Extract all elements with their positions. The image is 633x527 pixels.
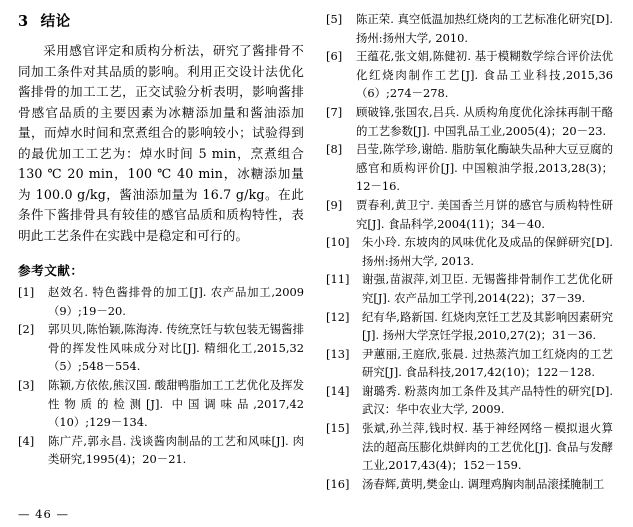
list-item xyxy=(18,283,304,320)
reference-text: 谢璐秀. 粉蒸肉加工条件及其产品特性的研究[D]. 武汉：华中农业大学, 2009. xyxy=(362,383,613,417)
list-item xyxy=(326,270,613,307)
section-title: 结论 xyxy=(40,13,71,30)
reference-text: 贾春利,黄卫宁. 美国香兰月饼的感官与质构特性研究[J]. 食品科学,2004(11)；34－40. xyxy=(356,197,613,231)
reference-text: 尹蕙丽,王庭欣,张晨. 过热蒸汽加工红烧肉的工艺研究[J]. 食品科技,2017,42(10)；122－128. xyxy=(362,346,613,380)
reference-text: 吕莹,陈学珍,谢皓. 脂肪氧化酶缺失品种大豆豆腐的感官和质构评价[J]. 中国粮油学报,2013,28(3)；12－16. xyxy=(356,142,613,194)
reference-number: [6] xyxy=(326,49,343,64)
reference-number: [9] xyxy=(326,197,343,212)
list-item xyxy=(326,308,613,345)
list-item xyxy=(326,475,613,494)
references-heading: 参考文献： xyxy=(18,263,84,278)
reference-text: 陈广芹,郭永昌. 浅谈酱肉制品的工艺和风味[J]. 肉类研究,1995(4)；20－21. xyxy=(48,433,304,467)
reference-number: [2] xyxy=(18,322,35,337)
list-item xyxy=(326,47,613,103)
reference-text: 陈正荣. 真空低温加热红烧肉的工艺标准化研究[D]. 扬州:扬州大学, 2010. xyxy=(356,12,613,45)
reference-number: [14] xyxy=(326,383,350,398)
list-item xyxy=(326,103,613,140)
reference-text: 朱小玲. 东坡肉的风味优化及成品的保鲜研究[D]. 扬州:扬州大学, 2013. xyxy=(362,235,613,268)
reference-number: [4] xyxy=(18,433,35,448)
reference-number: [12] xyxy=(326,309,350,324)
section-number: 3 xyxy=(18,13,29,30)
reference-number: [5] xyxy=(326,12,343,26)
list-item xyxy=(326,419,613,475)
reference-text: 赵效名. 特色酱排骨的加工[J]. 农产品加工,2009（9）;19－20. xyxy=(48,285,304,318)
reference-text: 顾破锋,张国农,吕兵. 从质构角度优化涂抹再制干酪的工艺参数[J]. 中国乳品工业,2005(4)；20－23. xyxy=(356,104,613,138)
reference-number: [7] xyxy=(326,104,343,119)
reference-text: 纪有华,路新国. 红烧肉烹饪工艺及其影响因素研究[J]. 扬州大学烹饪学报,2010,27(2)；31－36. xyxy=(362,309,613,343)
list-item xyxy=(326,10,613,47)
list-item xyxy=(326,345,613,382)
list-item xyxy=(18,320,304,376)
reference-number: [1] xyxy=(18,285,35,299)
right-column xyxy=(326,10,613,497)
reference-text: 谢强,苗淑萍,刘卫臣. 无锡酱排骨制作工艺优化研究[J]. 农产品加工学刊,2014(22)；37－39. xyxy=(362,272,613,305)
reference-text: 陈颖,方依侬,熊汉国. 酸甜鸭脂加工工艺优化及挥发性物质的检测[J]. 中国调味品,2017,42（10）;129－134. xyxy=(48,377,304,430)
conclusion-paragraph: 采用感官评定和质构分析法，研究了酱排骨不同加工条件对其品质的影响。利用正交设计法优化酱排骨的加工工艺，正交试验分析表明，影响酱排骨感官品质的主要因素为冰糖添加量和酱油添加量，而焯水时间和烹煮组合的影响较小；试验得到的最优加工工艺为：焯水时间 5 min，烹煮组合 130 ℃ 20 min，100 ℃ 40 min，冰糖添加量为 100.0 g/kg，酱油添加量为 16.7 g/kg。在此条件下酱排骨具有较佳的感官品质和质构特性，表明此工艺条件在实践中是稳定和可行的。 xyxy=(18,43,304,243)
list-item xyxy=(326,140,613,196)
reference-list-right xyxy=(326,10,613,493)
list-item xyxy=(18,432,304,469)
reference-number: [8] xyxy=(326,142,343,157)
reference-number: [13] xyxy=(326,346,350,361)
reference-text: 王蕴花,张文娟,陈健初. 基于模糊数学综合评价法优化红烧肉制作工艺[J]. 食品工业科技,2015,36（6）;274－278. xyxy=(356,49,613,101)
reference-number: [3] xyxy=(18,377,35,392)
list-item xyxy=(326,196,613,233)
two-column-layout xyxy=(18,10,615,497)
reference-text: 汤春辉,黄明,樊金山. 调理鸡胸肉制品滚揉腌制工 xyxy=(362,476,605,491)
section-heading xyxy=(18,10,304,31)
reference-number: [16] xyxy=(326,476,350,491)
list-item xyxy=(326,233,613,270)
reference-number: [15] xyxy=(326,421,350,436)
reference-text: 郭贝贝,陈怡颖,陈海涛. 传统烹饪与软包装无锡酱排骨的挥发性风味成分对比[J]. 精细化工,2015,32（5）;548－554. xyxy=(48,322,304,374)
left-column xyxy=(18,10,304,497)
reference-text: 张斌,孙兰萍,钱时权. 基于神经网络－模拟退火算法的超高压膨化烘鲜肉的工艺优化[J]. 食品与发酵工业,2017,43(4)；152－159. xyxy=(362,421,613,473)
reference-number: [11] xyxy=(326,272,350,287)
reference-number: [10] xyxy=(326,235,350,250)
list-item xyxy=(18,376,304,432)
list-item xyxy=(326,382,613,419)
page-number: — 46 — xyxy=(18,507,69,521)
reference-list-left xyxy=(18,283,304,469)
